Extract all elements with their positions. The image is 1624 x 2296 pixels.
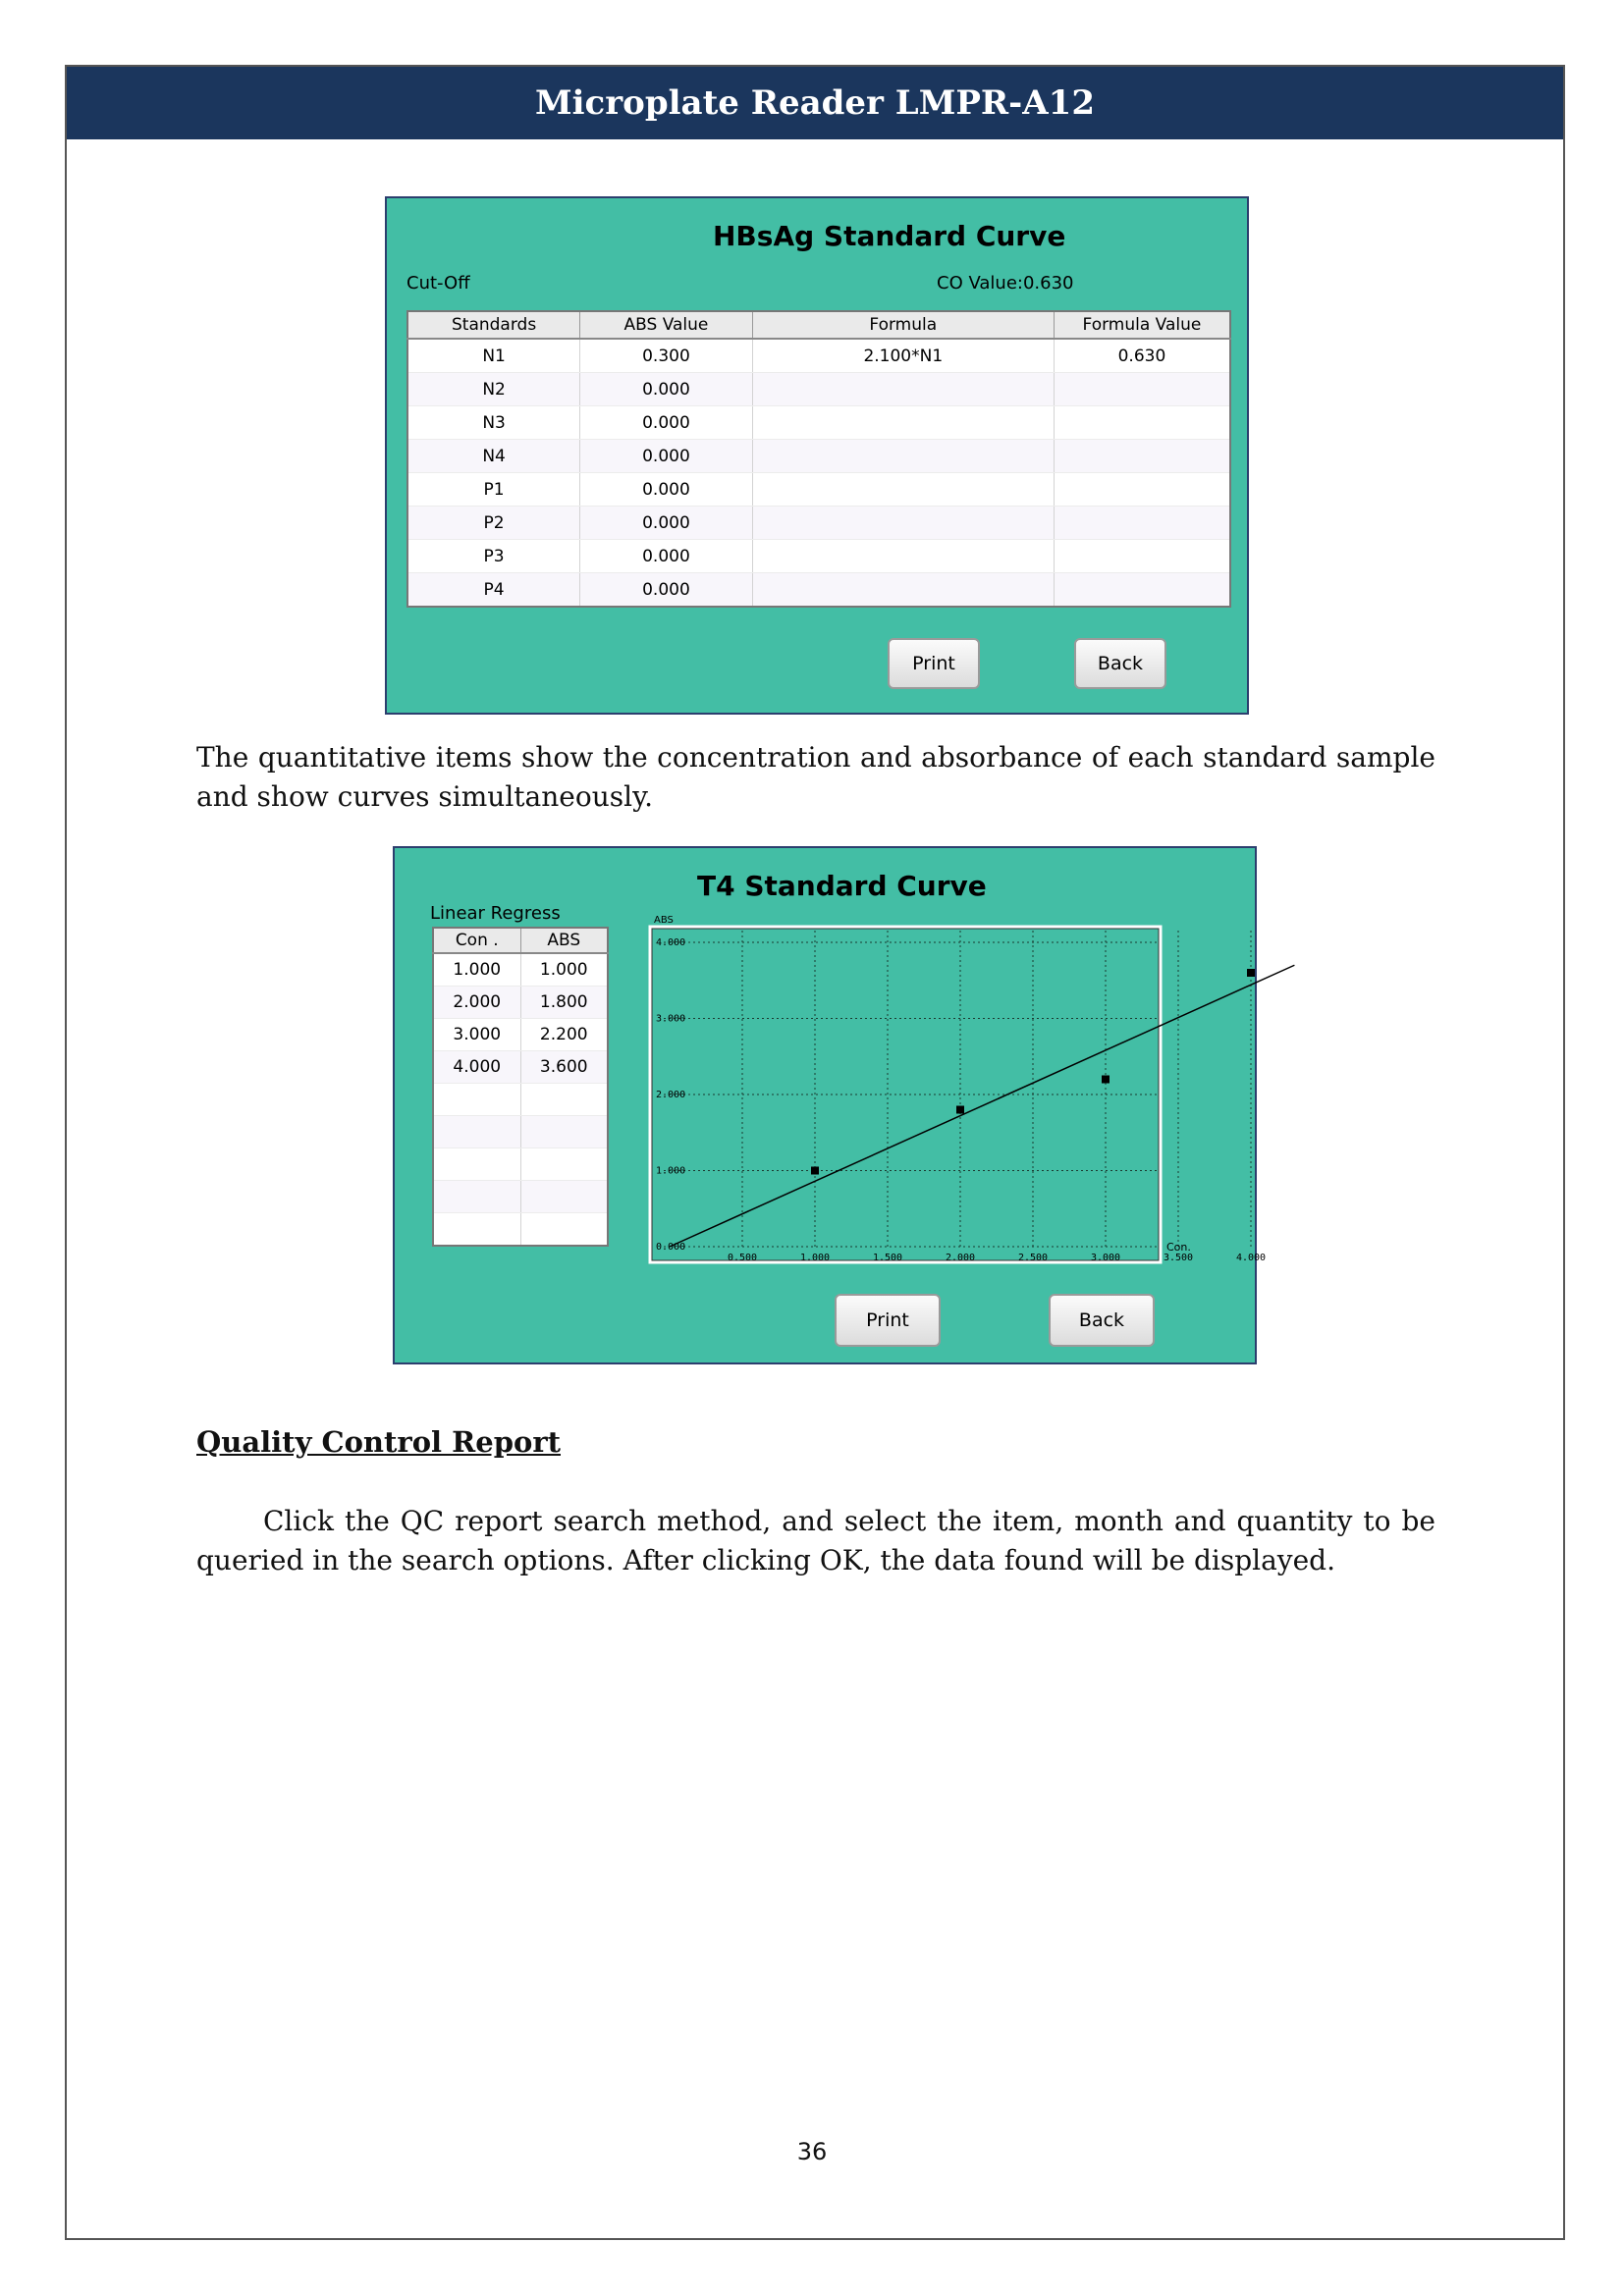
table-cell: 0.000 — [580, 540, 753, 573]
y-tick-label: 3.000 — [656, 1013, 686, 1025]
x-tick-label: 1.500 — [872, 1253, 903, 1263]
page-number: 36 — [796, 2138, 828, 2165]
cutoff-label: Cut-Off — [406, 273, 470, 294]
y-tick-label: 2.000 — [656, 1090, 686, 1100]
table-cell: P4 — [407, 573, 580, 608]
table-row — [407, 440, 1230, 473]
table-cell: 3.000 — [433, 1019, 520, 1051]
table-cell: 0.000 — [580, 373, 753, 406]
paragraph-qc-report: Click the QC report search method, and select the item, month and quantity to be queried in the search options. After clicking OK, the data found will be displayed. — [196, 1505, 1435, 1576]
table-cell — [1054, 540, 1230, 573]
table-cell — [752, 507, 1054, 540]
x-tick-label: 2.000 — [945, 1253, 976, 1263]
table-cell: P2 — [407, 507, 580, 540]
table-row — [407, 473, 1230, 507]
page-header: Microplate Reader LMPR-A12 — [67, 67, 1563, 139]
table-cell: N3 — [407, 406, 580, 440]
table-cell: N2 — [407, 373, 580, 406]
table-cell — [1054, 440, 1230, 473]
column-header: Formula — [752, 311, 1054, 339]
co-value: CO Value:0.630 — [937, 273, 1074, 294]
t4-standard-curve-screen — [393, 846, 1267, 1364]
table-cell — [752, 473, 1054, 507]
x-tick-label: 3.000 — [1090, 1253, 1121, 1263]
table-cell — [1054, 473, 1230, 507]
standards-table — [406, 310, 1231, 608]
table-cell: 0.000 — [580, 440, 753, 473]
table-cell: 0.000 — [580, 473, 753, 507]
table-cell — [752, 406, 1054, 440]
table-cell: 1.800 — [520, 987, 608, 1019]
table-cell — [752, 573, 1054, 608]
linear-regress-label: Linear Regress — [430, 903, 561, 924]
data-point — [1247, 969, 1255, 977]
table-row — [407, 406, 1230, 440]
table-row — [407, 573, 1230, 608]
screen-title: T4 Standard Curve — [697, 870, 987, 902]
column-header: Standards — [407, 311, 580, 339]
y-tick-label: 4.000 — [656, 937, 686, 948]
table-cell — [1054, 507, 1230, 540]
y-tick-label: 0.000 — [656, 1242, 686, 1253]
table-cell: 0.630 — [1054, 339, 1230, 373]
screen-title: HBsAg Standard Curve — [713, 220, 1066, 252]
table-cell — [752, 440, 1054, 473]
back-button[interactable]: Back — [1049, 1294, 1155, 1347]
print-button[interactable]: Print — [888, 638, 980, 689]
column-header: Con . — [433, 928, 520, 953]
table-cell: 0.000 — [580, 406, 753, 440]
table-row — [407, 540, 1230, 573]
x-tick-label: 3.500 — [1163, 1253, 1194, 1263]
table-cell: 1.000 — [520, 953, 608, 987]
table-row — [407, 373, 1230, 406]
back-button[interactable]: Back — [1074, 638, 1166, 689]
paragraph-quantitative: The quantitative items show the concentration and absorbance of each standard sample and show curves simultaneously. — [196, 741, 1435, 813]
table-cell: 2.200 — [520, 1019, 608, 1051]
table-cell: 2.000 — [433, 987, 520, 1019]
table-cell — [752, 373, 1054, 406]
column-header: ABS — [520, 928, 608, 953]
table-cell: 0.000 — [580, 507, 753, 540]
table-cell: N4 — [407, 440, 580, 473]
table-cell: N1 — [407, 339, 580, 373]
table-row — [407, 507, 1230, 540]
data-point — [1102, 1076, 1110, 1084]
data-point — [811, 1167, 819, 1175]
table-row — [407, 339, 1230, 373]
table-cell: 0.300 — [580, 339, 753, 373]
table-cell — [1054, 406, 1230, 440]
column-header: Formula Value — [1054, 311, 1230, 339]
data-point — [956, 1106, 964, 1114]
section-heading: Quality Control Report — [196, 1425, 561, 1459]
x-tick-label: 4.000 — [1235, 1253, 1267, 1263]
column-header: ABS Value — [580, 311, 753, 339]
standard-curve-chart — [395, 848, 1267, 1366]
table-cell — [752, 540, 1054, 573]
table-cell: 2.100*N1 — [752, 339, 1054, 373]
x-tick-label: 2.500 — [1017, 1253, 1049, 1263]
table-cell — [1054, 373, 1230, 406]
x-axis-label: Con. — [1166, 1241, 1191, 1254]
table-cell — [1054, 573, 1230, 608]
table-cell: 1.000 — [433, 953, 520, 987]
y-axis-label: ABS — [654, 915, 674, 926]
hbsag-standard-curve-screen — [385, 196, 1249, 715]
table-cell: P1 — [407, 473, 580, 507]
table-cell: 0.000 — [580, 573, 753, 608]
table-cell: P3 — [407, 540, 580, 573]
x-tick-label: 1.000 — [799, 1253, 831, 1263]
y-tick-label: 1.000 — [656, 1165, 686, 1177]
table-cell: 3.600 — [520, 1051, 608, 1084]
table-cell: 4.000 — [433, 1051, 520, 1084]
x-tick-label: 0.500 — [727, 1253, 758, 1263]
print-button[interactable]: Print — [835, 1294, 941, 1347]
